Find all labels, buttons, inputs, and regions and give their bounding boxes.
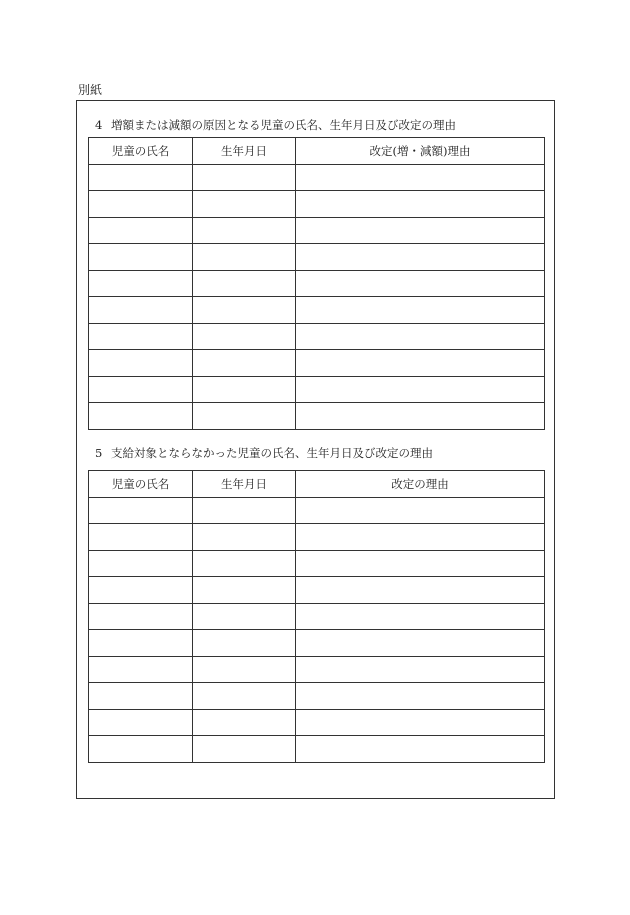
- table-row: [89, 524, 545, 551]
- cell-birth-date: [193, 683, 296, 710]
- table-row: [89, 350, 545, 377]
- cell-child-name: [89, 350, 193, 377]
- cell-birth-date: [193, 550, 296, 577]
- table-row: [89, 323, 545, 350]
- cell-reason: [296, 709, 545, 736]
- table-row: [89, 630, 545, 657]
- cell-child-name: [89, 577, 193, 604]
- cell-birth-date: [193, 736, 296, 763]
- table-row: [89, 683, 545, 710]
- cell-birth-date: [193, 297, 296, 324]
- cell-child-name: [89, 709, 193, 736]
- cell-reason: [296, 164, 545, 191]
- cell-child-name: [89, 497, 193, 524]
- cell-reason: [296, 297, 545, 324]
- column-header-child-name: 児童の氏名: [89, 138, 193, 165]
- table-header-row: [89, 138, 545, 165]
- section-5-number: 5: [95, 446, 103, 460]
- cell-birth-date: [193, 656, 296, 683]
- cell-child-name: [89, 323, 193, 350]
- cell-reason: [296, 683, 545, 710]
- cell-child-name: [89, 270, 193, 297]
- cell-child-name: [89, 217, 193, 244]
- column-header-birth-date: 生年月日: [193, 471, 296, 498]
- table-row: [89, 736, 545, 763]
- cell-child-name: [89, 297, 193, 324]
- cell-reason: [296, 550, 545, 577]
- table-row: [89, 603, 545, 630]
- table-row: [89, 191, 545, 218]
- table-row: [89, 656, 545, 683]
- cell-birth-date: [193, 164, 296, 191]
- column-header-child-name: 児童の氏名: [89, 471, 193, 498]
- table-row: [89, 376, 545, 403]
- cell-birth-date: [193, 244, 296, 271]
- table-row: [89, 709, 545, 736]
- cell-child-name: [89, 403, 193, 430]
- cell-child-name: [89, 376, 193, 403]
- section-4-title: [95, 118, 456, 132]
- section-5-title-text: 支給対象とならなかった児童の氏名、生年月日及び改定の理由: [111, 446, 433, 460]
- cell-child-name: [89, 524, 193, 551]
- cell-reason: [296, 577, 545, 604]
- document-label: 別紙: [78, 83, 103, 97]
- cell-reason: [296, 656, 545, 683]
- cell-child-name: [89, 736, 193, 763]
- cell-reason: [296, 403, 545, 430]
- cell-reason: [296, 270, 545, 297]
- table-row: [89, 403, 545, 430]
- cell-birth-date: [193, 350, 296, 377]
- cell-reason: [296, 524, 545, 551]
- cell-birth-date: [193, 270, 296, 297]
- cell-birth-date: [193, 323, 296, 350]
- cell-child-name: [89, 244, 193, 271]
- table-header-row: [89, 471, 545, 498]
- cell-reason: [296, 630, 545, 657]
- cell-reason: [296, 376, 545, 403]
- cell-reason: [296, 350, 545, 377]
- column-header-birth-date: 生年月日: [193, 138, 296, 165]
- section-4-table: [88, 137, 545, 430]
- table-row: [89, 164, 545, 191]
- cell-reason: [296, 736, 545, 763]
- table-row: [89, 217, 545, 244]
- section-4-title-text: 増額または減額の原因となる児童の氏名、生年月日及び改定の理由: [111, 118, 456, 132]
- cell-reason: [296, 191, 545, 218]
- cell-birth-date: [193, 709, 296, 736]
- cell-reason: [296, 217, 545, 244]
- section-5-title: [95, 446, 433, 460]
- cell-birth-date: [193, 217, 296, 244]
- table-row: [89, 577, 545, 604]
- cell-birth-date: [193, 376, 296, 403]
- section-4-number: 4: [95, 118, 103, 132]
- cell-child-name: [89, 683, 193, 710]
- cell-reason: [296, 323, 545, 350]
- table-row: [89, 497, 545, 524]
- cell-birth-date: [193, 524, 296, 551]
- cell-child-name: [89, 164, 193, 191]
- cell-birth-date: [193, 497, 296, 524]
- cell-birth-date: [193, 191, 296, 218]
- table-row: [89, 270, 545, 297]
- cell-reason: [296, 244, 545, 271]
- cell-birth-date: [193, 603, 296, 630]
- table-row: [89, 550, 545, 577]
- section-5-table: [88, 470, 545, 763]
- cell-child-name: [89, 630, 193, 657]
- cell-child-name: [89, 550, 193, 577]
- cell-reason: [296, 603, 545, 630]
- cell-child-name: [89, 191, 193, 218]
- cell-birth-date: [193, 577, 296, 604]
- cell-reason: [296, 497, 545, 524]
- column-header-reason: 改定(増・減額)理由: [296, 138, 545, 165]
- table-row: [89, 297, 545, 324]
- cell-birth-date: [193, 630, 296, 657]
- column-header-reason: 改定の理由: [296, 471, 545, 498]
- table-row: [89, 244, 545, 271]
- cell-child-name: [89, 603, 193, 630]
- cell-child-name: [89, 656, 193, 683]
- cell-birth-date: [193, 403, 296, 430]
